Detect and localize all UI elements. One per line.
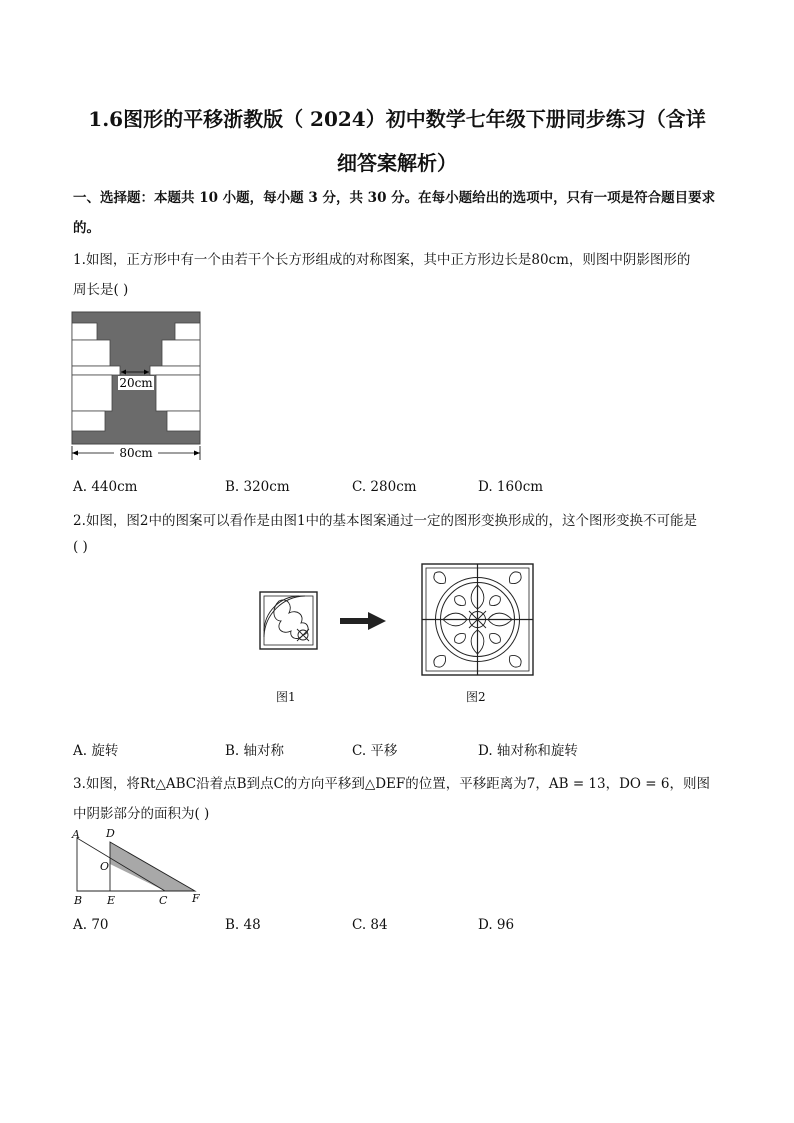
q3-label-o: O [100, 860, 110, 873]
q1-label-gap: 20cm [119, 376, 153, 390]
q2-figure1-tile [259, 591, 319, 651]
q1-option-d[interactable]: D. 160cm [478, 479, 544, 495]
q3-option-a[interactable]: A. 70 [73, 917, 109, 933]
q1-option-a[interactable]: A. 440cm [73, 479, 138, 495]
section-heading-line1: 一、选择题：本题共 10 小题，每小题 3 分，共 30 分。在每小题给出的选项中，只有一项是符合题目要求 [73, 190, 716, 206]
q2-figure2-pattern [421, 563, 535, 677]
q1-figure [70, 310, 205, 465]
section-heading-line2: 的。 [73, 220, 100, 236]
q2-fig2-caption: 图2 [466, 690, 486, 704]
q3-label-a: A [72, 828, 80, 841]
q2-fig1-caption: 图1 [276, 690, 296, 704]
q3-label-c: C [159, 894, 168, 907]
q2-option-b[interactable]: B. 轴对称 [225, 743, 285, 759]
q2-stem-line2: ( ) [73, 539, 88, 555]
q2-option-d[interactable]: D. 轴对称和旋转 [478, 743, 578, 759]
q1-stem-line2: 周长是( ) [73, 282, 129, 298]
q3-triangle-abc [77, 838, 165, 891]
q3-option-b[interactable]: B. 48 [225, 917, 261, 933]
doc-title-line2: 细答案解析） [337, 151, 457, 175]
q1-option-c[interactable]: C. 280cm [352, 479, 417, 495]
q1-label-side: 80cm [119, 446, 153, 460]
q1-option-b[interactable]: B. 320cm [225, 479, 290, 495]
q3-label-e: E [107, 894, 116, 907]
q3-label-f: F [192, 892, 200, 905]
q3-stem-line1: 3.如图，将Rt△ABC沿着点B到点C的方向平移到△DEF的位置，平移距离为7，AB = 13，DO = 6，则图 [73, 776, 710, 792]
q2-option-c[interactable]: C. 平移 [352, 743, 398, 759]
q2-stem-line1: 2.如图，图2中的图案可以看作是由图1中的基本图案通过一定的图形变换形成的，这个图形变换不可能是 [73, 513, 698, 529]
q3-label-d: D [106, 827, 115, 840]
q3-option-d[interactable]: D. 96 [478, 917, 515, 933]
q1-stem-line1: 1.如图，正方形中有一个由若干个长方形组成的对称图案，其中正方形边长是80cm，则图中阴影图形的 [73, 252, 691, 268]
q2-option-a[interactable]: A. 旋转 [73, 743, 119, 759]
doc-title-line1: 1.6图形的平移浙教版（ 2024）初中数学七年级下册同步练习（含详 [88, 107, 706, 131]
q2-transform-arrow-icon [340, 612, 388, 630]
q3-label-b: B [74, 894, 83, 907]
q3-option-c[interactable]: C. 84 [352, 917, 388, 933]
q3-figure [70, 826, 210, 910]
q3-stem-line2: 中阴影部分的面积为( ) [73, 806, 210, 822]
